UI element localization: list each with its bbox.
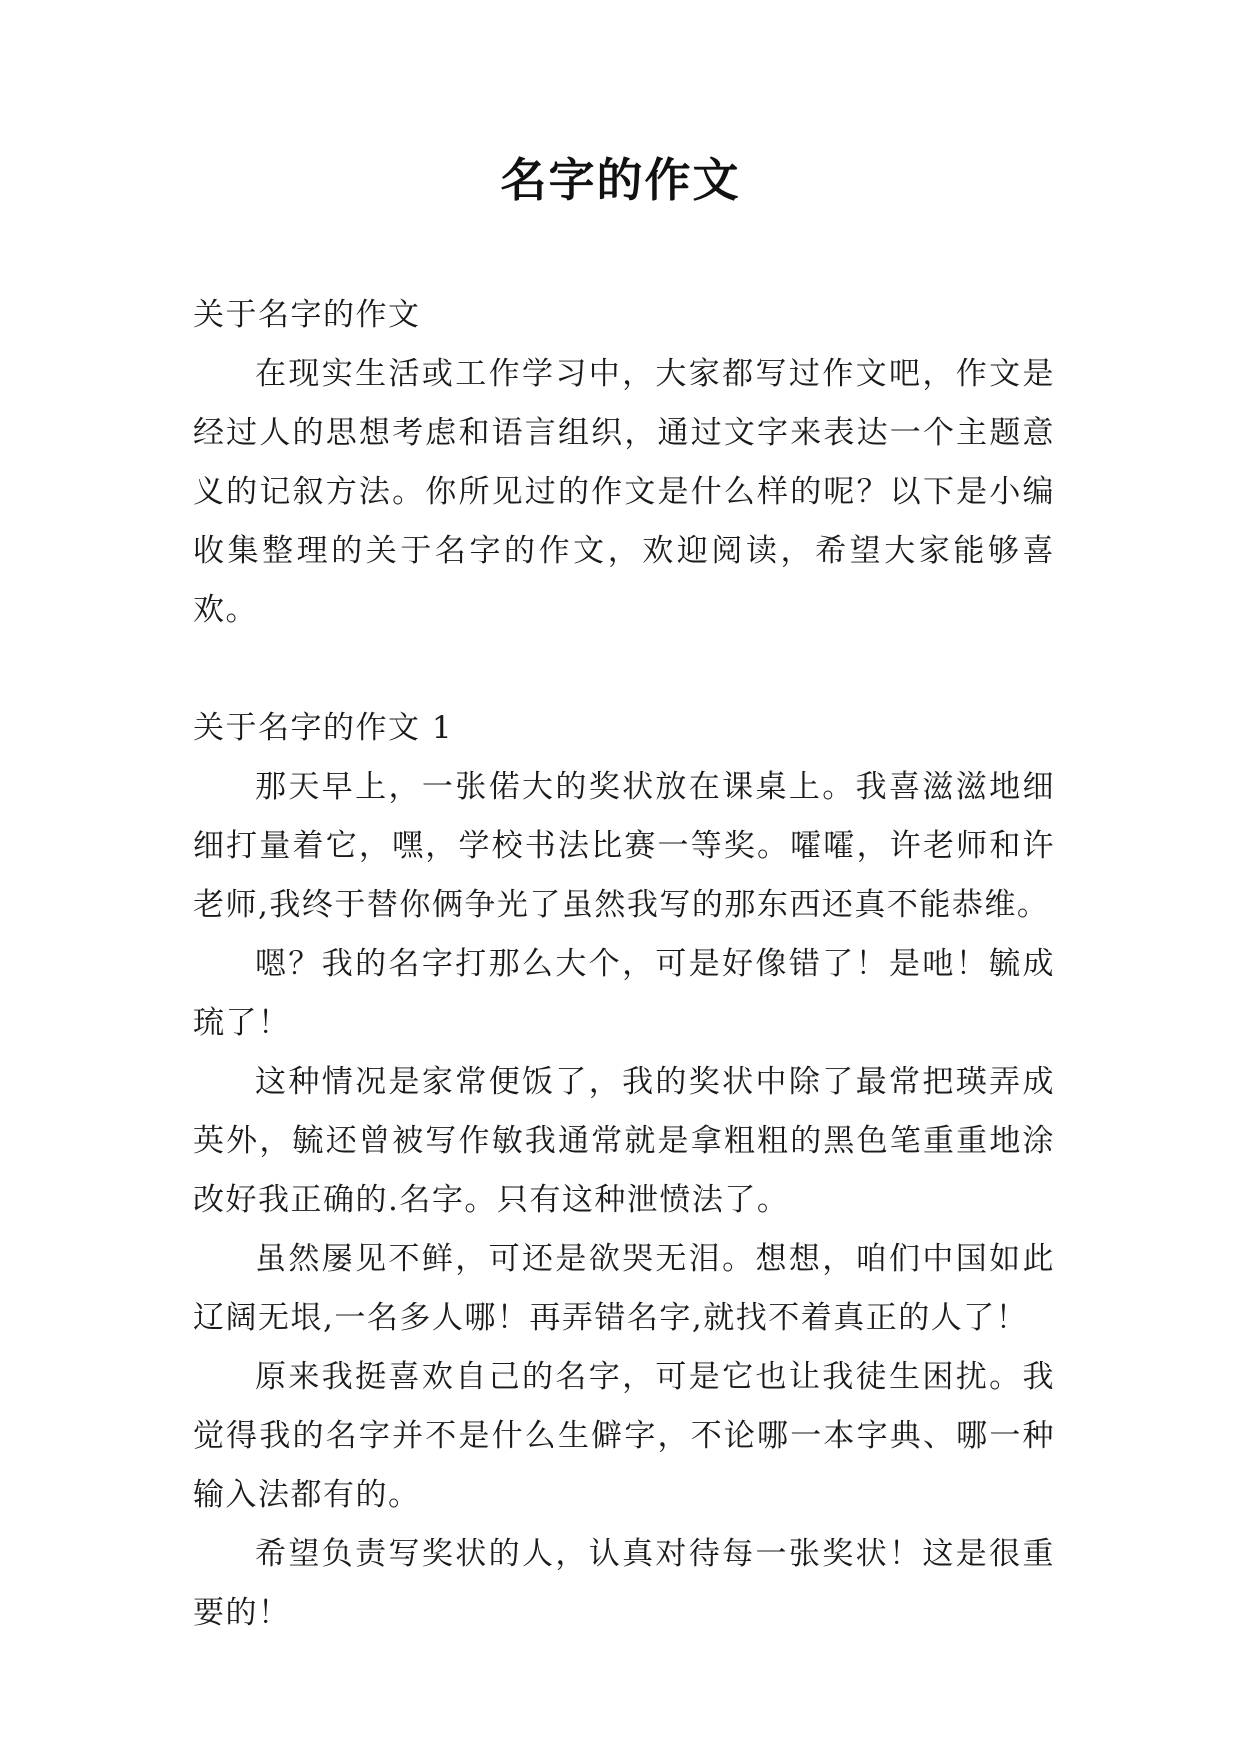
essay1-paragraph: 那天早上，一张偌大的奖状放在课桌上。我喜滋滋地细细打量着它，嘿，学校书法比赛一等奖。嚯嚯，许老师和许老师,我终于替你俩争光了虽然我写的那东西还真不能恭维。 (193, 769, 1055, 923)
essay1-paragraph: 虽然屡见不鲜，可还是欲哭无泪。想想，咱们中国如此辽阔无垠,一名多人哪！再弄错名字,就找不着真正的人了！ (193, 1241, 1055, 1336)
intro-paragraph: 在现实生活或工作学习中，大家都写过作文吧，作文是经过人的思想考虑和语言组织，通过文字来表达一个主题意义的记叙方法。你所见过的作文是什么样的呢？以下是小编收集整理的关于名字的作文，欢迎阅读，希望大家能够喜欢。 (193, 356, 1055, 628)
essay1-paragraph: 希望负责写奖状的人，认真对待每一张奖状！这是很重要的！ (193, 1536, 1055, 1631)
document-title: 名字的作文 (500, 153, 741, 207)
essay1-paragraph: 这种情况是家常便饭了，我的奖状中除了最常把瑛弄成英外，毓还曾被写作敏我通常就是拿粗粗的黑色笔重重地涂改好我正确的.名字。只有这种泄愤法了。 (193, 1064, 1055, 1218)
section-spacer (193, 640, 1055, 699)
document-body (193, 286, 1055, 1643)
essay1-paragraph: 嗯？我的名字打那么大个，可是好像错了！是吔！毓成琉了！ (193, 946, 1055, 1041)
essay1-heading: 关于名字的作文 1 (193, 710, 454, 746)
intro-heading: 关于名字的作文 (193, 297, 421, 333)
essay1-paragraph: 原来我挺喜欢自己的名字，可是它也让我徒生困扰。我觉得我的名字并不是什么生僻字，不论哪一本字典、哪一种输入法都有的。 (193, 1359, 1055, 1513)
